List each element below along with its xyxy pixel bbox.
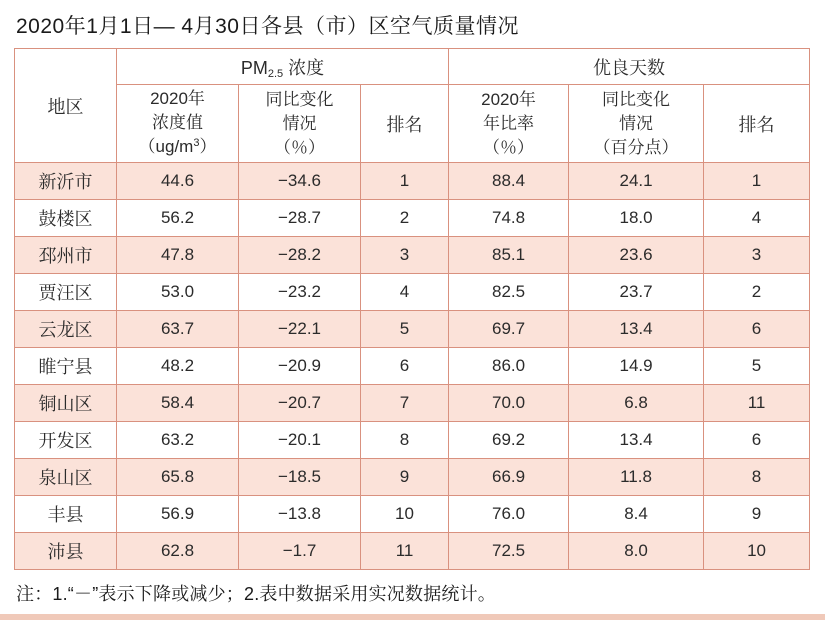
column-header-days-change <box>569 85 704 163</box>
cell-pm25-change: −34.6 <box>239 163 361 200</box>
column-group-header-pm25 <box>117 49 449 85</box>
cell-region: 铜山区 <box>15 385 117 422</box>
column-header-pm25-value-line3: $(ug/m^3)$ <box>138 136 217 156</box>
cell-days-rate: 86.0 <box>449 348 569 385</box>
column-header-days-rate-line1: 2020年 <box>481 89 536 109</box>
column-header-days-rate-line3: （％） <box>483 137 535 157</box>
table-row <box>15 422 810 459</box>
page-title: 2020年1月1日— 4月30日各县（市）区空气质量情况 <box>16 15 519 38</box>
table-header-group-row <box>15 49 810 85</box>
cell-days-rate: 74.8 <box>449 200 569 237</box>
cell-days-change: 24.1 <box>569 163 704 200</box>
table-row <box>15 274 810 311</box>
cell-days-rank: 6 <box>704 311 810 348</box>
column-header-days-rate-line2: 年比率 <box>483 113 535 133</box>
cell-days-rank: 3 <box>704 237 810 274</box>
cell-days-change: 13.4 <box>569 311 704 348</box>
column-header-days-change-line3: （百分点） <box>593 137 679 157</box>
cell-pm25-value: 58.4 <box>117 385 239 422</box>
column-group-header-good-days: 优良天数 <box>449 49 810 85</box>
cell-days-rate: 85.1 <box>449 237 569 274</box>
pm25-label-tail: 浓度 <box>283 57 325 78</box>
cell-pm25-rank: 1 <box>361 163 449 200</box>
cell-pm25-rank: 5 <box>361 311 449 348</box>
cell-region: 邳州市 <box>15 237 117 274</box>
cell-region: 新沂市 <box>15 163 117 200</box>
cell-pm25-rank: 8 <box>361 422 449 459</box>
table-row <box>15 385 810 422</box>
table-row <box>15 200 810 237</box>
cell-pm25-value: 53.0 <box>117 274 239 311</box>
cell-days-rate: 82.5 <box>449 274 569 311</box>
column-header-pm25-value-line1: 2020年 <box>150 88 205 108</box>
cell-days-rank: 6 <box>704 422 810 459</box>
cell-days-rate: 69.2 <box>449 422 569 459</box>
cell-pm25-value: 62.8 <box>117 533 239 570</box>
cell-region: 鼓楼区 <box>15 200 117 237</box>
cell-days-rank: 10 <box>704 533 810 570</box>
column-header-pm25-change <box>239 85 361 163</box>
cell-days-rate: 72.5 <box>449 533 569 570</box>
column-header-days-change-line1: 同比变化 <box>602 89 671 109</box>
cell-pm25-value: 48.2 <box>117 348 239 385</box>
table-row <box>15 496 810 533</box>
cell-region: 贾汪区 <box>15 274 117 311</box>
cell-pm25-value: 47.8 <box>117 237 239 274</box>
cell-region: 开发区 <box>15 422 117 459</box>
column-header-pm25-value-line2: 浓度值 <box>152 112 203 132</box>
cell-days-rank: 4 <box>704 200 810 237</box>
column-header-region: 地区 <box>15 49 117 163</box>
table-row <box>15 237 810 274</box>
cell-days-rate: 76.0 <box>449 496 569 533</box>
cell-pm25-rank: 11 <box>361 533 449 570</box>
cell-pm25-change: −20.9 <box>239 348 361 385</box>
cell-region: 云龙区 <box>15 311 117 348</box>
table-header-sub-row <box>15 85 810 163</box>
table-body <box>15 163 810 570</box>
cell-region: 沛县 <box>15 533 117 570</box>
table-row <box>15 348 810 385</box>
cell-pm25-change: −23.2 <box>239 274 361 311</box>
column-header-pm25-rank: 排名 <box>361 85 449 163</box>
cell-pm25-change: −22.1 <box>239 311 361 348</box>
cell-pm25-rank: 3 <box>361 237 449 274</box>
cell-days-rank: 1 <box>704 163 810 200</box>
cell-pm25-value: 56.2 <box>117 200 239 237</box>
cell-pm25-rank: 7 <box>361 385 449 422</box>
cell-pm25-rank: 2 <box>361 200 449 237</box>
cell-days-change: 18.0 <box>569 200 704 237</box>
cell-pm25-rank: 6 <box>361 348 449 385</box>
table-header <box>15 49 810 163</box>
cell-days-change: 11.8 <box>569 459 704 496</box>
cell-pm25-change: −18.5 <box>239 459 361 496</box>
cell-days-rank: 11 <box>704 385 810 422</box>
cell-days-change: 23.6 <box>569 237 704 274</box>
cell-days-change: 23.7 <box>569 274 704 311</box>
table-row <box>15 459 810 496</box>
cell-pm25-change: −13.8 <box>239 496 361 533</box>
cell-region: 泉山区 <box>15 459 117 496</box>
column-header-days-rank: 排名 <box>704 85 810 163</box>
cell-region: 丰县 <box>15 496 117 533</box>
column-header-pm25-value <box>117 85 239 163</box>
cell-pm25-change: −20.1 <box>239 422 361 459</box>
cell-pm25-rank: 4 <box>361 274 449 311</box>
cell-region: 睢宁县 <box>15 348 117 385</box>
column-header-days-rate <box>449 85 569 163</box>
bottom-divider <box>0 614 825 620</box>
column-header-pm25-change-line3: （％） <box>274 137 325 157</box>
pm25-label-sub: 2.5 <box>267 67 284 80</box>
cell-days-rank: 8 <box>704 459 810 496</box>
cell-pm25-change: −28.2 <box>239 237 361 274</box>
cell-days-rank: 9 <box>704 496 810 533</box>
cell-days-change: 6.8 <box>569 385 704 422</box>
cell-pm25-value: 63.2 <box>117 422 239 459</box>
cell-days-rate: 70.0 <box>449 385 569 422</box>
column-header-days-change-line2: 情况 <box>619 113 654 133</box>
table-row <box>15 311 810 348</box>
table-row <box>15 163 810 200</box>
table-row <box>15 533 810 570</box>
cell-days-rank: 2 <box>704 274 810 311</box>
cell-days-change: 14.9 <box>569 348 704 385</box>
cell-pm25-rank: 9 <box>361 459 449 496</box>
table-footnote: 注：1.“－”表示下降或减少；2.表中数据采用实况数据统计。 <box>16 584 497 604</box>
air-quality-table <box>14 48 810 570</box>
cell-pm25-rank: 10 <box>361 496 449 533</box>
cell-pm25-change: −28.7 <box>239 200 361 237</box>
cell-days-rate: 88.4 <box>449 163 569 200</box>
cell-pm25-change: −1.7 <box>239 533 361 570</box>
cell-pm25-value: 63.7 <box>117 311 239 348</box>
cell-days-change: 13.4 <box>569 422 704 459</box>
cell-days-change: 8.4 <box>569 496 704 533</box>
pm25-label-main: PM <box>240 57 268 78</box>
column-header-pm25-change-line1: 同比变化 <box>265 89 334 109</box>
cell-days-rank: 5 <box>704 348 810 385</box>
cell-pm25-value: 56.9 <box>117 496 239 533</box>
cell-days-change: 8.0 <box>569 533 704 570</box>
cell-days-rate: 66.9 <box>449 459 569 496</box>
cell-pm25-value: 65.8 <box>117 459 239 496</box>
column-header-pm25-change-line2: 情况 <box>282 113 317 133</box>
cell-days-rate: 69.7 <box>449 311 569 348</box>
cell-pm25-value: 44.6 <box>117 163 239 200</box>
cell-pm25-change: −20.7 <box>239 385 361 422</box>
